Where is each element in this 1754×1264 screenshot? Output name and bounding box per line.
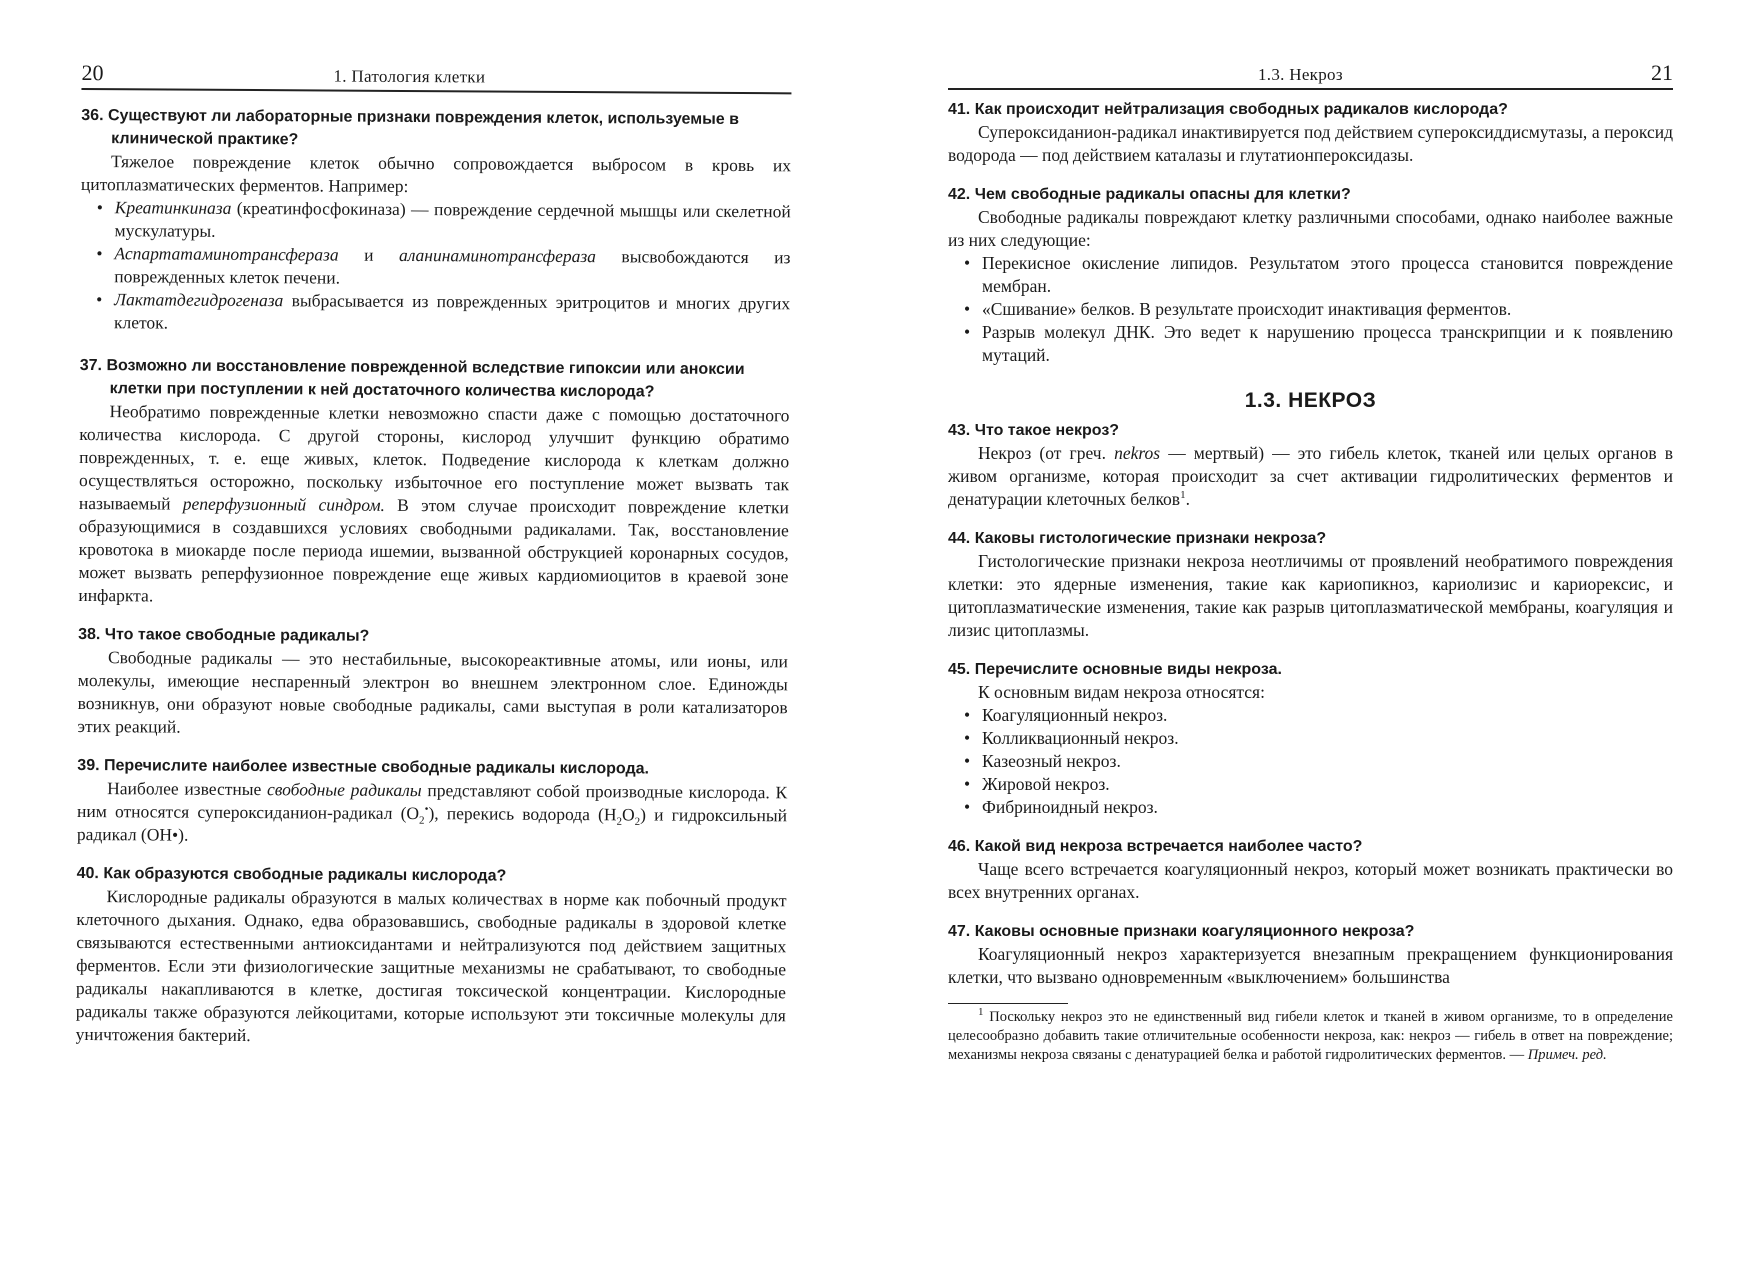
answer-text: — мертвый) — это гибель клеток, тканей или целых органов в живом организме, которая происходит за счет активации гидролитических ферментов и денатурации клеточных белков — [948, 443, 1673, 509]
right-page — [948, 0, 1673, 1260]
question-43-answer — [948, 442, 1673, 511]
question-number: 37. — [79, 356, 103, 375]
footnote-text: Поскольку некроз это не единственный вид гибели клеток и тканей в живом организме, то в определение целесообразно добавить такие отличительные особенности некроза, как: некроз — гибель в ответ на повреждение; механизмы некроза связаны с денатурацией белка и работой гидролитических ферментов. — — [948, 1009, 1673, 1063]
right-page-header — [948, 58, 1673, 90]
term-italic: nekros — [1114, 443, 1161, 463]
question-37-answer — [78, 400, 789, 611]
question-41-heading — [948, 98, 1673, 121]
subscript: 2 — [634, 815, 641, 828]
conjunction: и — [338, 244, 400, 265]
term-italic: реперфузионный синдром. — [182, 493, 385, 515]
answer-text: ), перекись водорода (H — [428, 803, 617, 825]
term-italic: свободные радикалы — [266, 779, 422, 801]
answer-text: В этом случае происходит повреждение клетки образующимися в создавшихся условиях свободными радикалами. Так, восстановление кровотока в миокарде после периода ишемии, вызванной обструкцией коронарных сосудов, может вызвать реперфузионное повреждение еще живых кардиомиоцитов в краевой зоне инфаркта. — [78, 494, 789, 606]
question-number: 44. — [948, 530, 971, 547]
question-text: Перечислите наиболее известные свободные радикалы кислорода. — [103, 757, 650, 778]
enzyme-list — [80, 196, 791, 338]
question-text: Как происходит нейтрализация свободных радикалов кислорода? — [974, 101, 1508, 118]
list-item: • Разрыв молекул ДНК. Это ведет к нарушению процесса транскрипции и к появлению мутаций. — [982, 321, 1673, 367]
answer-text: . — [1185, 489, 1190, 509]
question-text: Каковы основные признаки коагуляционного некроза? — [974, 923, 1415, 940]
question-number: 40. — [76, 864, 99, 883]
question-39-answer — [77, 777, 787, 850]
enzyme-name: Аспартатаминотрансфераза — [114, 243, 339, 265]
footnote — [948, 1008, 1673, 1065]
page-number-left: 20 — [81, 59, 104, 86]
footnote-mark: 1 — [978, 1006, 984, 1019]
footnote-mark: 1 — [1180, 489, 1186, 502]
running-head-right: 1.3. Некроз — [1258, 65, 1343, 84]
question-45-intro: К основным видам некроза относятся: — [978, 682, 1265, 702]
question-number: 38. — [78, 625, 101, 644]
list-item — [114, 288, 790, 338]
radical-damage-list — [948, 252, 1673, 367]
question-44-heading — [948, 527, 1673, 550]
question-text: Каковы гистологические признаки некроза? — [974, 530, 1327, 547]
page-number-right: 21 — [1651, 60, 1673, 85]
superscript: • — [424, 803, 429, 816]
enzyme-desc: выбрасывается из поврежденных эритроцитов и многих других клеток. — [113, 290, 791, 333]
question-46-answer: Чаще всего встречается коагуляционный некроз, который может возникать практически во всех внутренних органах. — [948, 859, 1673, 902]
question-text: Существуют ли лабораторные признаки повреждения клеток, используемые в клинической практике? — [107, 107, 739, 149]
question-number: 41. — [948, 101, 971, 118]
enzyme-name: Креатинкиназа — [114, 197, 232, 218]
question-36-intro: Тяжелое повреждение клеток обычно сопровождается выбросом в кровь их цитоплазматических ферментов. Например: — [80, 151, 792, 196]
list-item: • Фибриноидный некроз. — [982, 796, 1673, 819]
question-number: 36. — [81, 106, 104, 125]
question-text: Перечислите основные виды некроза. — [974, 661, 1282, 678]
answer-text: Наиболее известные — [107, 778, 268, 800]
question-text: Что такое свободные радикалы? — [104, 626, 370, 645]
question-text: Что такое некроз? — [974, 422, 1120, 439]
editor-note: Примеч. ред. — [1527, 1047, 1607, 1063]
question-42-intro: Свободные радикалы повреждают клетку различными способами, однако наиболее важные из них следующие: — [948, 207, 1673, 250]
footnote-divider — [948, 1003, 1068, 1004]
question-text: Чем свободные радикалы опасны для клетки? — [974, 186, 1351, 203]
list-item: • Колликвационный некроз. — [982, 727, 1673, 750]
subscript: 2 — [419, 814, 425, 827]
running-head-left: 1. Патология клетки — [333, 66, 486, 87]
answer-text: ) и гидроксильный радикал (OH•). — [76, 804, 788, 845]
question-text: Какой вид некроза встречается наиболее часто? — [974, 838, 1363, 855]
left-page-content — [76, 104, 792, 1050]
left-page-header — [81, 58, 791, 94]
question-number: 43. — [948, 422, 971, 439]
question-46-heading — [948, 835, 1673, 858]
enzyme-name: Лактатдегидрогеназа — [114, 289, 284, 311]
question-36-heading — [81, 104, 791, 154]
question-number: 39. — [77, 756, 100, 775]
question-40-answer: Кислородные радикалы образуются в малых количествах в норме как побочный продукт клеточного дыхания. Однако, едва образовавшись, свободные радикалы в здоровой клетке связываются естественными антиоксидантами и нейтрализуются под действием защитных ферментов. Если эти физиологические защитные механизмы не срабатывают, то свободные радикалы накапливаются в клетке, достигая токсической концентрации. Кислородные радикалы также образуются лейкоцитами, которые используют эти токсичные молекулы для уничтожения бактерий. — [75, 886, 787, 1046]
question-37-heading — [80, 354, 790, 404]
answer-text: O — [622, 804, 635, 825]
list-item — [115, 196, 791, 246]
list-item: • Жировой некроз. — [982, 773, 1673, 796]
enzyme-desc: высвобождаются из поврежденных клеток печени. — [114, 246, 791, 288]
enzyme-desc: (креатинфосфокиназа) — повреждение сердечной мышцы или скелетной мускулатуры. — [114, 197, 791, 241]
subscript: 2 — [616, 815, 623, 828]
question-43-heading — [948, 419, 1673, 442]
answer-text: представляют собой производные кислорода. К ним относятся супероксиданион-радикал (O — [76, 780, 788, 824]
question-38-answer: Свободные радикалы — это нестабильные, высокореактивные атомы, или ионы, или молекулы, имеющие неспаренный электрон во внешнем электронном слое. Единожды возникнув, они образуют новые свободные радикалы, сами выступая в роли катализаторов этих реакций. — [77, 647, 789, 737]
answer-text: Необратимо поврежденные клетки невозможно спасти даже с помощью достаточного количества кислорода. С другой стороны, кислород улучшит функцию обратимо поврежденных, т. е. еще живых, клеток. Подведение кислорода к клеткам должно осуществляться осторожно, поскольку избыточное его поступление может вызвать так называемый — [78, 401, 790, 514]
necrosis-types-list — [948, 704, 1673, 819]
question-47-answer: Коагуляционный некроз характеризуется внезапным прекращением функционирования клетки, что вызвано одновременным «выключением» большинства — [948, 944, 1673, 987]
list-item: • «Сшивание» белков. В результате происходит инактивация ферментов. — [982, 298, 1673, 321]
answer-text: Некроз (от греч. — [978, 443, 1115, 463]
question-number: 46. — [948, 838, 971, 855]
list-item: • Коагуляционный некроз. — [982, 704, 1673, 727]
question-41-answer: Супероксиданион-радикал инактивируется под действием супероксиддисмутазы, а пероксид водорода — под действием каталазы и глутатионпероксидазы. — [948, 122, 1673, 165]
question-44-answer: Гистологические признаки некроза неотличимы от проявлений необратимого повреждения клетки: это ядерные изменения, такие как кариопикноз, кариолизис и кариорексис, и цитоплазматические изменения, такие как разрыв цитоплазматической мембраны, коагуляция и лизис цитоплазмы. — [948, 551, 1673, 640]
list-item: • Казеозный некроз. — [982, 750, 1673, 773]
question-text: Возможно ли восстановление поврежденной вследствие гипоксии или аноксии клетки при поступлении к ней достаточного количества кислорода? — [106, 357, 745, 401]
list-item: • Перекисное окисление липидов. Результатом этого процесса становится повреждение мембран. — [982, 252, 1673, 298]
question-45-heading — [948, 658, 1673, 681]
question-text: Как образуются свободные радикалы кислорода? — [103, 865, 507, 885]
section-title: 1.3. НЕКРОЗ — [1244, 389, 1377, 412]
left-page — [74, 0, 792, 1264]
list-item — [114, 242, 790, 292]
question-number: 42. — [948, 186, 971, 203]
question-42-heading — [948, 183, 1673, 206]
enzyme-name: аланинаминотрансфераза — [398, 244, 597, 267]
question-number: 45. — [948, 661, 971, 678]
question-number: 47. — [948, 923, 971, 940]
question-47-heading — [948, 920, 1673, 943]
right-page-content — [948, 98, 1673, 1065]
